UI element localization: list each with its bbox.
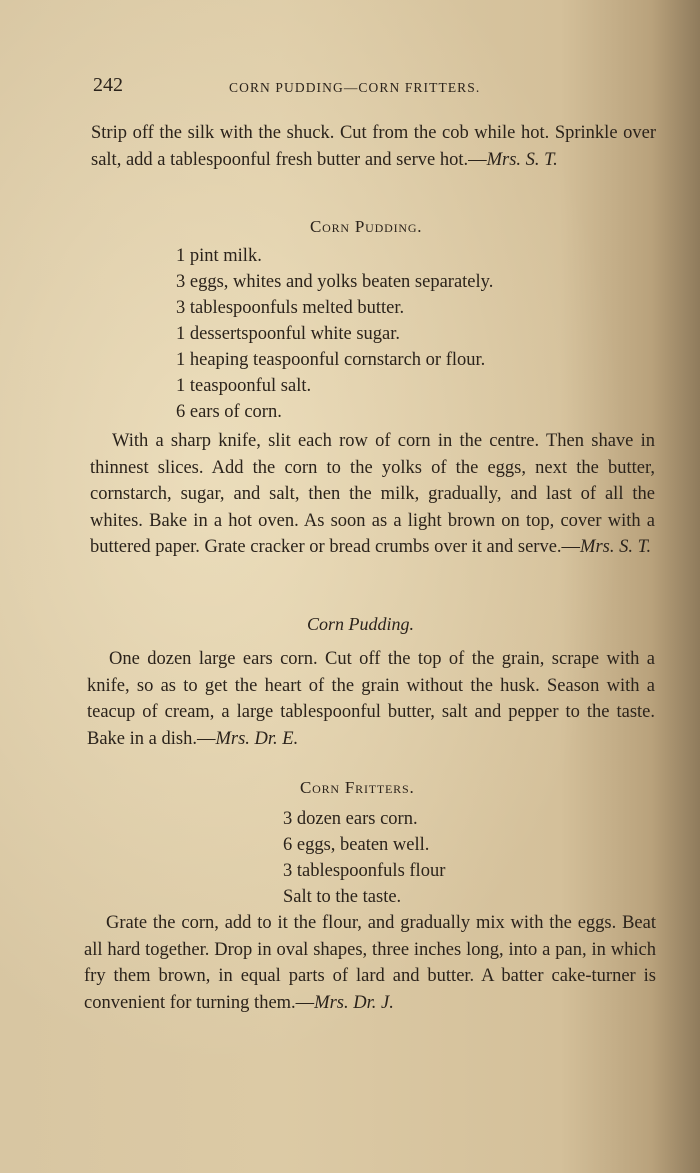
- ingredient-item: 3 dozen ears corn.: [283, 809, 418, 829]
- ingredient-item: 3 tablespoonfuls melted butter.: [176, 298, 405, 318]
- recipe-title-corn-pudding-2: Corn Pudding.: [307, 614, 415, 634]
- ingredient-item: 1 heaping teaspoonful cornstarch or flour.: [176, 350, 486, 370]
- directions-text: Grate the corn, add to it the flour, and gradually mix with the eggs. Beat all hard together. Drop in oval shapes, three inches long, into a pan, in which fry them brown, in equal parts of lard and butter. A batter cake-turner is convenient for turning them.—: [84, 913, 656, 1013]
- recipe-title-corn-fritters: Corn Fritters.: [300, 778, 415, 797]
- ingredient-item: 6 ears of corn.: [176, 402, 282, 422]
- recipe-attribution: Mrs. S. T.: [580, 537, 652, 557]
- intro-paragraph: [91, 120, 656, 173]
- page-number: 242: [93, 74, 123, 96]
- directions-corn-fritters: [84, 910, 656, 1016]
- ingredient-item: Salt to the taste.: [283, 887, 402, 907]
- ingredient-list-corn-fritters: [283, 806, 445, 910]
- ingredient-item: 6 eggs, beaten well.: [283, 835, 430, 855]
- ingredient-item: 1 pint milk.: [176, 246, 262, 266]
- ingredient-item: 3 tablespoonfuls flour: [283, 861, 446, 881]
- directions-corn-pudding-2: [87, 646, 655, 752]
- directions-text: One dozen large ears corn. Cut off the top of the grain, scrape with a knife, so as to get the heart of the grain without the husk. Season with a teacup of cream, a large tablespoonful butter, salt and pepper to the taste. Bake in a dish.—: [87, 649, 655, 749]
- ingredient-list-corn-pudding-1: [176, 243, 493, 425]
- recipe-title-corn-pudding-1: Corn Pudding.: [310, 217, 423, 236]
- intro-text: Strip off the silk with the shuck. Cut from the cob while hot. Sprinkle over salt, add a tablespoonful fresh butter and serve hot.—: [91, 123, 656, 170]
- directions-corn-pudding-1: [90, 428, 655, 561]
- recipe-attribution: Mrs. Dr. E.: [215, 728, 299, 749]
- recipe-attribution: Mrs. Dr. J.: [314, 992, 394, 1013]
- directions-text: With a sharp knife, slit each row of corn in the centre. Then shave in thinnest slices. Add the corn to the yolks of the eggs, next the butter, cornstarch, sugar, and salt, then the milk, gradually, and last of all the whites. Bake in a hot oven. As soon as a light brown on top, cover with a buttered paper. Grate cracker or bread crumbs over it and serve.—: [90, 431, 655, 557]
- intro-attribution: Mrs. S. T.: [486, 149, 558, 170]
- running-head: CORN PUDDING—CORN FRITTERS.: [229, 80, 481, 95]
- ingredient-item: 1 dessertspoonful white sugar.: [176, 324, 401, 344]
- ingredient-item: 3 eggs, whites and yolks beaten separately.: [176, 272, 494, 292]
- ingredient-item: 1 teaspoonful salt.: [176, 376, 312, 396]
